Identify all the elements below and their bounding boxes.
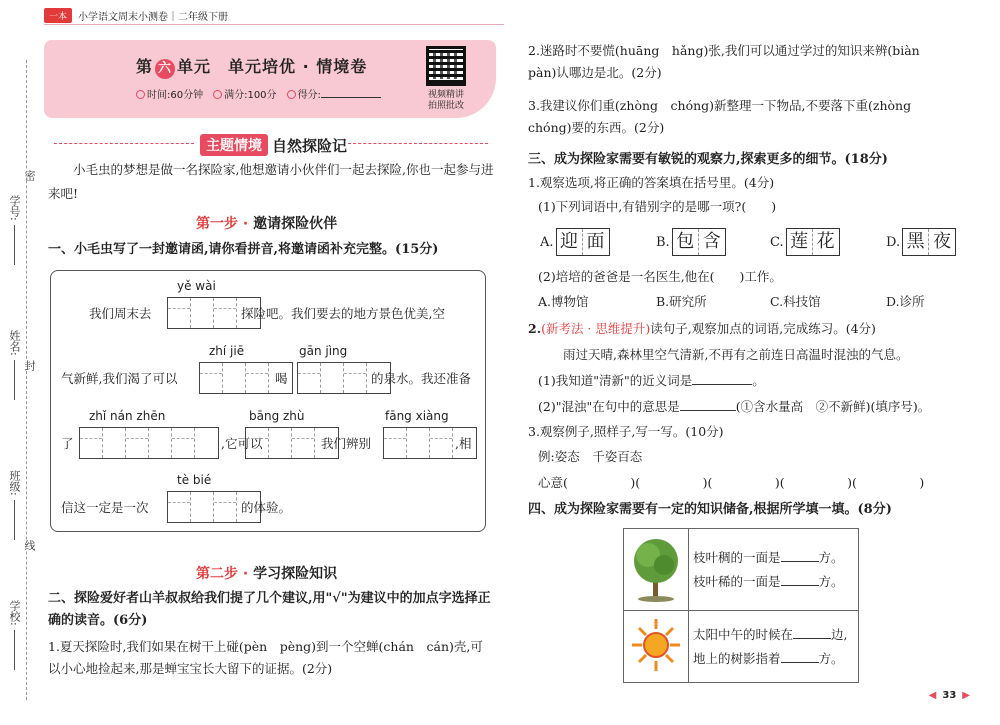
answer-blank-meaning[interactable] [680, 410, 736, 411]
seal-mark-xian: 线 [23, 540, 36, 551]
letter-line1-a: 我们周末去 [89, 306, 152, 321]
next-arrow-icon: ▶ [962, 690, 970, 701]
q3-sub3-example: 例:姿态 千姿百态 [538, 449, 643, 464]
theme-tag: 主题情境 [200, 134, 268, 156]
knowledge-table [623, 528, 859, 683]
theme-line-right [348, 143, 488, 144]
q3-sub2: 2.(新考法 · 思维提升)读句子,观察加点的词语,完成练习。(4分) [528, 321, 876, 336]
unit-title: 第 六 单元 单元培优 · 情境卷 [136, 54, 367, 79]
series-title: 小学语文周末小测卷｜二年级下册 [78, 12, 229, 23]
q3-sub2b: (2)"混浊"在句中的意思是 (①含水量高 ②不新鲜)(填序号)。 [538, 399, 931, 414]
answer-blank-sparse[interactable] [781, 585, 819, 586]
binding-margin [0, 0, 40, 725]
q3-sub1: 1.观察选项,将正确的答案填在括号里。(4分) [528, 175, 775, 190]
header-divider [44, 24, 504, 25]
letter-line1-b: 探险吧。我们要去的地方景色优美,空 [241, 306, 445, 321]
option-a[interactable]: A. 迎 面 [540, 228, 610, 256]
option-d[interactable]: D. 黑 夜 [886, 228, 956, 256]
step2-heading: 第二步 · 学习探险知识 [196, 566, 338, 582]
q3-sub2a: (1)我知道"清新"的近义词是 。 [538, 373, 765, 388]
pinyin-bangzhu: bāng zhù [249, 409, 305, 423]
letter-line2-c: 的泉水。我还准备 [371, 371, 472, 386]
q3-sub3-question[interactable]: 心意( )( )( )( )( ) [538, 475, 925, 490]
seal-mark-mi: 密 [23, 170, 36, 181]
new-method-tag: (新考法 · 思维提升) [541, 321, 651, 336]
q2-heading: 二、探险爱好者山羊叔叔给我们提了几个建议,用"√"为建议中的加点字选择正确的读音。(6分) [48, 591, 491, 628]
q3-heading: 三、成为探险家需要有敏锐的观察力,探索更多的细节。(18分) [528, 152, 888, 167]
answer-blank-noon[interactable] [793, 638, 831, 639]
q4-heading: 四、成为探险家需要有一定的知识储备,根据所学填一填。(8分) [528, 502, 892, 517]
answer-blank-shadow[interactable] [781, 662, 819, 663]
got-score: 得分: [287, 86, 381, 101]
answer-blank-synonym[interactable] [692, 384, 752, 385]
letter-line3-d: ,相 [455, 436, 472, 451]
score-info: 满分:100分 [213, 86, 276, 101]
pinyin-fangxiang: fāng xiàng [385, 409, 449, 423]
choice-c[interactable]: C.科技馆 [770, 294, 821, 309]
page-number: ◀ 33 ▶ [928, 690, 970, 701]
exam-meta [136, 86, 381, 101]
seal-mark-feng: 封 [23, 360, 36, 371]
q3-sub1b: (2)培培的爸爸是一名医生,他在( )工作。 [538, 269, 782, 284]
pinyin-zhinanzhen: zhǐ nán zhēn [89, 409, 166, 423]
q1-heading: 一、小毛虫写了一封邀请函,请你看拼音,将邀请函补充完整。(15分) [48, 242, 439, 257]
qr-caption: 视频精讲 拍照批改 [427, 90, 464, 111]
binding-dashed-line [26, 60, 27, 700]
pinyin-yewai: yě wài [177, 279, 216, 293]
series-header [44, 8, 228, 23]
intro-text: 小毛虫的梦想是做一名探险家,他想邀请小伙伴们一起去探险,你也一起参与进来吧! [48, 162, 494, 201]
answer-blank-dense[interactable] [781, 561, 819, 562]
theme-line-left [54, 143, 194, 144]
choice-b[interactable]: B.研究所 [656, 294, 707, 309]
q2-item2: 2.迷路时不要慌(huāng hǎng)张,我们可以通过学过的知识来辨(biàn pàn)认哪边是北。(2分) [528, 43, 933, 80]
letter-line4-a: 信这一定是一次 [61, 500, 149, 515]
option-c[interactable]: C. 莲 花 [770, 228, 840, 256]
theme-heading [200, 134, 347, 156]
school-label: 学校: [6, 600, 22, 670]
student-id-label: 学号: [6, 195, 22, 265]
q3-sub2-sentence: 雨过天晴,森林里空气清新,不再有之前连日高温时混浊的气息。 [563, 347, 909, 362]
publisher-logo: 一本 [44, 8, 72, 23]
tree-icon [628, 533, 684, 603]
answer-grid-zhinanzhen[interactable] [79, 427, 219, 459]
q3-sub3: 3.观察例子,照样子,写一写。(10分) [528, 424, 724, 439]
q2-item1: 1.夏天探险时,我们如果在树干上碰(pèn pèng)到一个空蝉(chán cán)壳,可以小心地捡起来,那是蝉宝宝长大留下的证据。(2分) [48, 639, 483, 676]
invitation-letter [50, 270, 486, 532]
sun-questions: 太阳中午的时候在 边, 地上的树影指着 方。 [689, 611, 859, 683]
q2-item3: 3.我建议你们重(zhòng chóng)新整理一下物品,不要落下重(zhòng chóng)要的东西。(2分) [528, 98, 924, 135]
pinyin-zhijie: zhí jiē [209, 344, 245, 358]
qr-code-icon[interactable] [426, 46, 466, 86]
step1-heading: 第一步 · 邀请探险伙伴 [196, 216, 338, 232]
choice-a[interactable]: A.博物馆 [538, 294, 589, 309]
unit-banner [44, 40, 496, 118]
sun-icon [628, 615, 684, 675]
pinyin-ganjing: gān jìng [299, 344, 348, 358]
letter-line4-b: 的体验。 [241, 500, 292, 515]
option-b[interactable]: B. 包 含 [656, 228, 726, 256]
tree-questions: 枝叶稠的一面是 方。 枝叶稀的一面是 方。 [689, 529, 859, 611]
letter-line2-a: 气新鲜,我们渴了可以 [61, 371, 178, 386]
letter-line3-b: ,它可以 [221, 436, 263, 451]
sun-cell [624, 611, 689, 683]
letter-line3-a: 了 [61, 436, 74, 451]
prev-arrow-icon: ◀ [928, 690, 937, 701]
letter-line3-c: 我们辨别 [321, 436, 372, 451]
tree-cell [624, 529, 689, 611]
time-info: 时间:60分钟 [136, 86, 203, 101]
class-label: 班级: [6, 470, 22, 540]
letter-line2-b: 喝 [275, 371, 288, 386]
choice-d[interactable]: D.诊所 [886, 294, 925, 309]
name-label: 姓名: [6, 330, 22, 400]
theme-title: 自然探险记 [272, 136, 348, 155]
q3-sub1a: (1)下列词语中,有错别字的是哪一项?( ) [538, 199, 777, 214]
pinyin-tebie: tè bié [177, 473, 212, 487]
